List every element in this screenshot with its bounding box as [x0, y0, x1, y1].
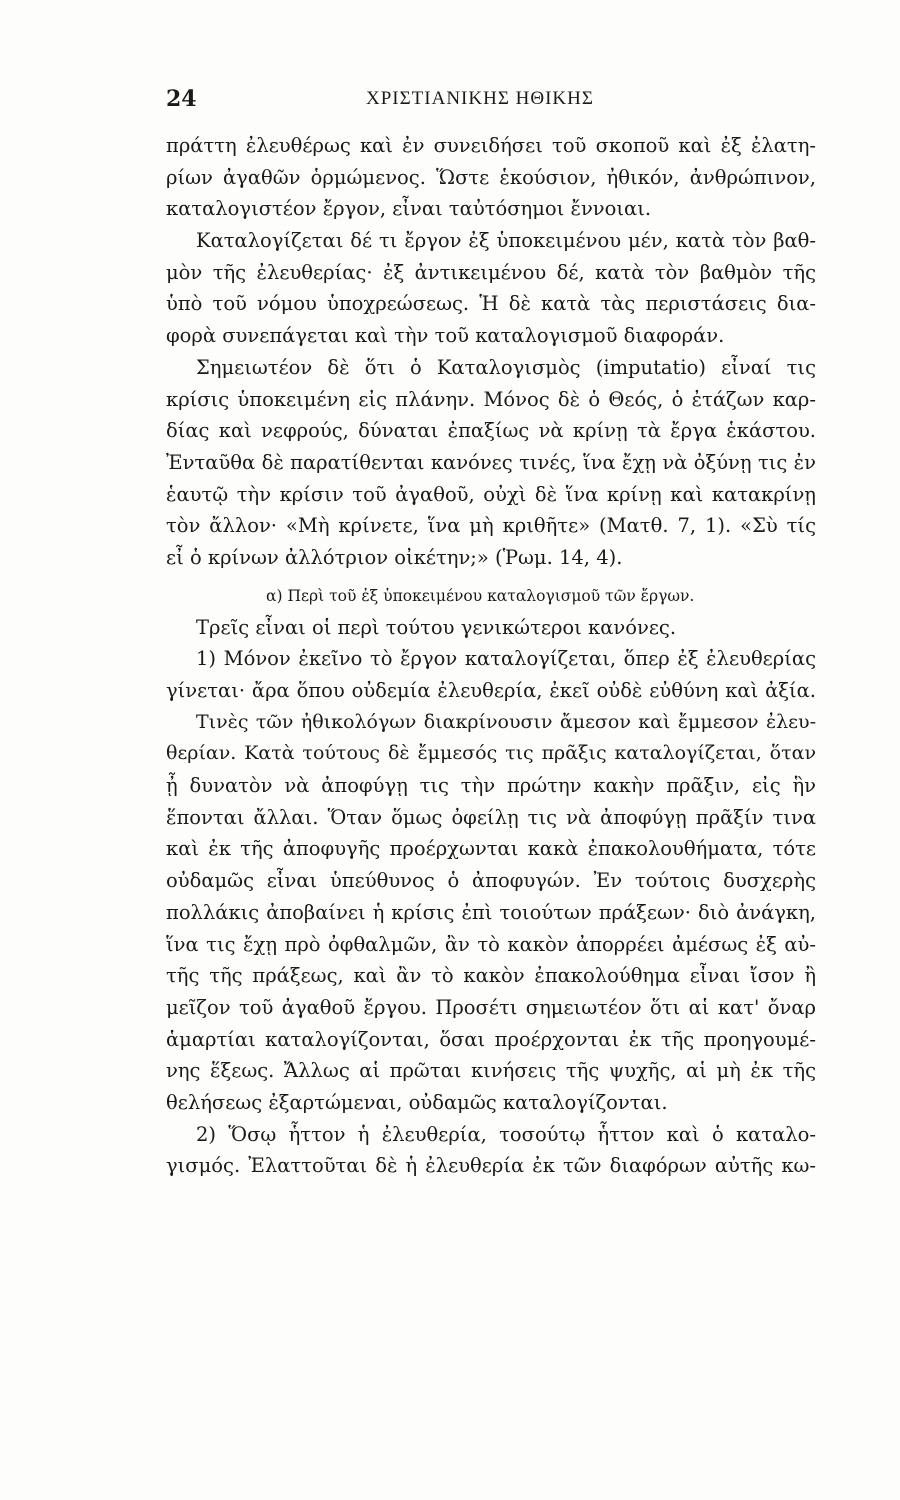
text-line: καταλογιστέον ἔργον, εἶναι ταὐτόσημοι ἔννοιαι. [166, 197, 652, 221]
text-line: τὸν ἄλλον· «Μὴ κρίνετε, ἵνα μὴ κριθῆτε» (Ματθ. 7, 1). «Σὺ τίς [166, 514, 816, 538]
text-line: δίας καὶ νεφρούς, δύναται ἐπαξίως νὰ κρίνῃ τὰ ἔργα ἑκάστου. [166, 419, 816, 443]
text-line: κρίσις ὑποκειμένη εἰς πλάνην. Μόνος δὲ ὁ Θεός, ὁ ἐτάζων καρ- [166, 387, 816, 411]
page-number: 24 [166, 86, 197, 112]
paragraph-start-line: Σημειωτέον δὲ ὅτι ὁ Καταλογισμὸς (imputatio) εἶναί τις [196, 355, 816, 379]
text-line: μεῖζον τοῦ ἀγαθοῦ ἔργου. Προσέτι σημειωτέον ὅτι αἱ κατ' ὄναρ [166, 995, 816, 1019]
text-line: καὶ ἐκ τῆς ἀποφυγῆς προέρχωνται κακὰ ἐπακολουθήματα, τότε [166, 837, 816, 861]
section-heading: α) Περὶ τοῦ ἐξ ὑποκειμένου καταλογισμοῦ τῶν ἔργων. [266, 586, 695, 605]
text-line: θελήσεως ἐξαρτώμεναι, οὐδαμῶς καταλογίζονται. [166, 1090, 668, 1114]
text-line: θερίαν. Κατὰ τούτους δὲ ἔμμεσός τις πρᾶξις καταλογίζεται, ὅταν [166, 742, 816, 765]
text-line: ἕπονται ἄλλαι. Ὅταν ὅμως ὀφείλῃ τις νὰ ἀποφύγῃ πρᾶξίν τινα [166, 805, 816, 829]
text-line: ἵνα τις ἔχῃ πρὸ ὀφθαλμῶν, ἂν τὸ κακὸν ἀπορρέει ἀμέσως ἐξ αὐ- [166, 932, 816, 956]
text-line: τῆς τῆς πράξεως, καὶ ἂν τὸ κακὸν ἐπακολούθημα εἶναι ἴσον ἢ [166, 964, 816, 988]
text-line: ᾖ δυνατὸν νὰ ἀποφύγῃ τις τὴν πρώτην κακὴν πρᾶξιν, εἰς ἣν [166, 774, 816, 798]
paragraph-start-line: Τινὲς τῶν ἠθικολόγων διακρίνουσιν ἄμεσον καὶ ἔμμεσον ἐλευ- [196, 710, 816, 733]
text-line: πράττη ἐλευθέρως καὶ ἐν συνειδήσει τοῦ σκοποῦ καὶ ἐξ ἐλατη- [166, 134, 816, 157]
text-line: γισμός. Ἐλαττοῦται δὲ ἡ ἐλευθερία ἐκ τῶν διαφόρων αὐτῆς κω- [166, 1154, 816, 1178]
paragraph-start-line: 1) Μόνον ἐκεῖνο τὸ ἔργον καταλογίζεται, ὅπερ ἐξ ἐλευθερίας [196, 647, 816, 671]
text-line: γίνεται· ἄρα ὅπου οὐδεμία ἐλευθερία, ἐκεῖ οὐδὲ εὐθύνη καὶ ἀξία. [166, 679, 816, 702]
running-title: ΧΡΙΣΤΙΑΝΙΚΗΣ ΗΘΙΚΗΣ [366, 88, 594, 109]
text-line: νης ἕξεως. Ἄλλως αἱ πρῶται κινήσεις τῆς ψυχῆς, αἱ μὴ ἐκ τῆς [166, 1059, 816, 1083]
paragraph-start-line: Καταλογίζεται δέ τι ἔργον ἐξ ὑποκειμένου μέν, κατὰ τὸν βαθ- [196, 229, 816, 253]
paragraph-start-line: Τρεῖς εἶναι οἱ περὶ τούτου γενικώτεροι κανόνες. [196, 615, 677, 639]
text-line: ὑπὸ τοῦ νόμου ὑποχρεώσεως. Ἡ δὲ κατὰ τὰς περιστάσεις δια- [166, 292, 816, 316]
text-line: μὸν τῆς ἐλευθερίας· ἐξ ἀντικειμένου δέ, κατὰ τὸν βαθμὸν τῆς [166, 260, 816, 284]
text-line: οὐδαμῶς εἶναι ὑπεύθυνος ὁ ἀποφυγών. Ἐν τούτοις δυσχερὴς [166, 869, 816, 893]
running-head [166, 86, 810, 116]
text-line: ἑαυτῷ τὴν κρίσιν τοῦ ἀγαθοῦ, οὐχὶ δὲ ἵνα κρίνῃ καὶ κατακρίνῃ [166, 482, 816, 506]
text-line: ἁμαρτίαι καταλογίζονται, ὅσαι προέρχονται ἐκ τῆς προηγουμέ- [166, 1027, 816, 1051]
text-line: φορὰ συνεπάγεται καὶ τὴν τοῦ καταλογισμοῦ διαφοράν. [166, 324, 725, 348]
text-line: Ἐνταῦθα δὲ παρατίθενται κανόνες τινές, ἵνα ἔχῃ νὰ ὀξύνῃ τις ἐν [166, 450, 816, 474]
text-line: πολλάκις ἀποβαίνει ἡ κρίσις ἐπὶ τοιούτων πράξεων· διὸ ἀνάγκη, [166, 900, 816, 924]
text-line: εἶ ὁ κρίνων ἀλλότριον οἰκέτην;» (Ῥωμ. 14, 4). [166, 545, 623, 569]
text-line: ρίων ἀγαθῶν ὁρμώμενος. Ὥστε ἑκούσιον, ἠθικόν, ἀνθρώπινον, [166, 165, 816, 189]
paragraph-start-line: 2) Ὅσῳ ἧττον ἡ ἐλευθερία, τοσούτῳ ἧττον καὶ ὁ καταλο- [196, 1122, 816, 1146]
body-text [166, 130, 816, 1182]
